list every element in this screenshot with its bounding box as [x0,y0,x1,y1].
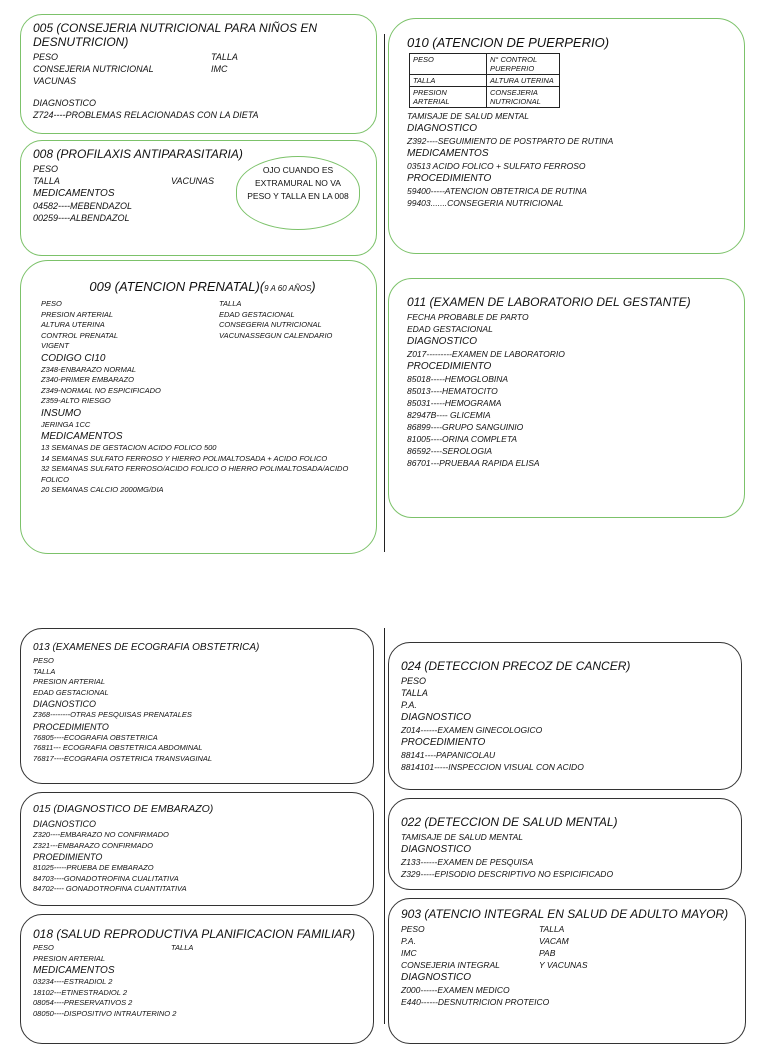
field-label: TALLA [33,666,56,676]
section-label-procedimiento: PROCEDIMIENTO [401,737,486,748]
table-cell: TALLA [410,75,487,87]
field-label: TALLA [219,299,242,308]
field-label: VACUNAS [33,76,77,86]
procedure-line: 99403.......CONSEGERIA NUTRICIONAL [407,198,564,208]
field-label: PESO [33,656,54,665]
procedure-line: 85018-----HEMOGLOBINA [407,374,509,384]
procedure-line: 76805----ECOGRAFIA OBSTETRICA [33,732,158,742]
field-label: VACAM [539,936,569,946]
card-title: 009 (ATENCION PRENATAL)(9 A 60 AÑOS) [89,279,316,294]
diagnosis-line: Z014------EXAMEN GINECOLOGICO [401,725,543,735]
procedure-line: 84702---- GONADOTROFINA CUANTITATIVA [33,884,187,893]
medication-line: 04582----MEBENDAZOL [33,201,133,211]
field-label: TALLA [401,688,428,698]
table-cell: PESO [410,54,487,75]
medication-line: 08054----PRESERVATIVOS 2 [33,998,133,1007]
section-label-medicamentos: MEDICAMENTOS [41,431,123,442]
card-005 [20,14,377,134]
code-line: Z348-ENBARAZO NORMAL [41,364,137,374]
procedure-line: 8814101-----INSPECCION VISUAL CON ACIDO [401,762,584,772]
medication-line: 03513 ACIDO FOLICO + SULFATO FERROSO [407,161,586,171]
field-label: EDAD GESTACIONAL [407,324,493,334]
diagnosis-line: E440------DESNUTRICION PROTEICO [401,997,550,1007]
bottom-divider-line [384,628,385,1024]
table-cell: CONSEJERIA NUTRICIONAL [487,87,560,108]
medication-line: FOLICO [41,474,69,484]
card-title: 018 (SALUD REPRODUCTIVA PLANIFICACION FAMILIAR) [33,927,356,941]
section-label-diagnostico: DIAGNOSTICO [33,98,97,108]
field-label: TALLA [211,52,238,62]
procedure-line: 76811--- ECOGRAFIA OBSTETRICA ABDOMINAL [33,743,203,752]
section-label-procedimiento: PROCEDIMIENTO [33,721,109,732]
card-009 [20,260,377,554]
field-label: EDAD GESTACIONAL [219,309,295,319]
field-label: CONTROL PRENATAL [41,330,119,340]
field-label: TALLA [539,924,565,934]
field-label: ALTURA UTERINA [41,320,105,329]
section-label-procedimiento: PROEDIMIENTO [33,852,103,862]
table-cell: ALTURA UTERINA [487,75,560,87]
diagnosis-line: Z392----SEGUIMIENTO DE POSTPARTO DE RUTINA [407,136,614,146]
card-015 [20,792,374,906]
procedure-line: 85031-----HEMOGRAMA [407,398,502,408]
card-title: 024 (DETECCION PRECOZ DE CANCER) [401,659,631,673]
field-label: IMC [211,64,228,74]
card-title: 013 (EXAMENES DE ECOGRAFIA OBSTETRICA) [33,642,260,653]
field-label: PESO [401,676,427,686]
supply-line: JERINGA 1CC [41,419,91,429]
card-title: 010 (ATENCION DE PUERPERIO) [407,35,610,50]
procedure-line: 86899----GRUPO SANGUINIO [407,422,524,432]
card-013 [20,628,374,784]
section-label-procedimiento: PROCEDIMIENTO [407,361,492,372]
section-label-diagnostico: DIAGNOSTICO [33,819,97,829]
section-label-medicamentos: MEDICAMENTOS [407,148,489,159]
field-label: CONSEGERIA NUTRICIONAL [219,320,322,329]
card-018 [20,914,374,1044]
diagnosis-line: Z000------EXAMEN MEDICO [401,985,510,995]
medication-line: 03234----ESTRADIOL 2 [33,977,113,986]
field-label: VIGENT [41,341,69,350]
field-label: IMC [401,948,417,958]
field-label: PRESION ARTERIAL [33,677,106,686]
card-010 [388,18,745,254]
medication-line: 08050----DISPOSITIVO INTRAUTERINO 2 [33,1008,177,1018]
medication-line: 18102---ETINESTRADIOL 2 [33,987,128,997]
card-title: 011 (EXAMEN DE LABORATORIO DEL GESTANTE) [407,295,691,309]
field-label: CONSEJERIA INTEGRAL [401,960,500,970]
card-title: 005 (CONSEJERIA NUTRICIONAL PARA NIÑOS EN DESNUTRICION) [33,21,318,49]
section-label-insumo: INSUMO [41,407,81,419]
field-label: P.A. [401,700,417,710]
diagnosis-line: Z368--------OTRAS PESQUISAS PRENATALES [33,710,192,719]
field-label: PESO [41,299,62,308]
field-label: Y VACUNAS [539,960,588,970]
medication-line: 32 SEMANAS SULFATO FERROSO/ACIDO FOLICO O HIERRO POLIMALTOSADA/ACIDO [41,464,349,473]
procedure-line: 59400-----ATENCION OBTETRICA DE RUTINA [407,186,587,196]
field-label: PESO [401,924,425,934]
card-title: 015 (DIAGNOSTICO DE EMBARAZO) [33,803,214,815]
section-label-diagnostico: DIAGNOSTICO [33,699,97,709]
medication-line: 00259----ALBENDAZOL [33,213,130,223]
procedure-line: 82947B---- GLICEMIA [407,410,491,420]
field-label: VACUNAS [171,176,215,186]
top-divider-line [384,34,385,552]
table-cell: PRESION ARTERIAL [410,87,487,108]
card-903 [388,898,746,1044]
procedure-line: 81025-----PRUEBA DE EMBARAZO [33,863,154,872]
table-cell: N° CONTROL PUERPERIO [487,54,560,75]
section-label-medicamentos: MEDICAMENTOS [33,188,115,199]
medication-line: 20 SEMANAS CALCIO 2000MG/DIA [41,485,164,494]
diagnosis-line: Z320----EMBARAZO NO CONFIRMADO [33,830,169,839]
puerperio-table [409,53,560,108]
procedure-line: 84703----GONADOTROFINA CUALITATIVA [33,873,179,883]
diagnosis-line: Z133------EXAMEN DE PESQUISA [401,857,534,867]
section-label-diagnostico: DIAGNOSTICO [407,336,478,347]
card-022 [388,798,742,890]
section-label-medicamentos: MEDICAMENTOS [33,965,115,976]
field-label: TAMISAJE DE SALUD MENTAL [407,111,530,121]
field-label: PRESION ARTERIAL [33,953,106,963]
field-label: PESO [33,943,54,952]
field-label: PRESION ARTERIAL [41,309,114,319]
code-line: Z340-PRIMER EMBARAZO [41,375,134,384]
field-label: TAMISAJE DE SALUD MENTAL [401,832,524,842]
procedure-line: 88141----PAPANICOLAU [401,750,496,760]
procedure-line: 85013----HEMATOCITO [407,386,498,396]
field-label: VACUNASSEGUN CALENDARIO [219,330,333,340]
procedure-line: 86592----SEROLOGIA [407,446,493,456]
note-cloud: OJO CUANDO ES EXTRAMURAL NO VA PESO Y TALLA EN LA 008 [236,156,360,230]
field-label: EDAD GESTACIONAL [33,687,109,697]
field-label: PAB [539,948,556,958]
field-label: PESO [33,164,59,174]
diagnosis-line: Z321---EMBARAZO CONFIRMADO [33,840,154,850]
procedure-line: 81005----ORINA COMPLETA [407,434,518,444]
section-label-diagnostico: DIAGNOSTICO [401,844,472,855]
procedure-line: 76817----ECOGRAFIA OSTETRICA TRANSVAGINAL [33,753,213,763]
section-label-diagnostico: DIAGNOSTICO [407,123,478,134]
diagnosis-line: Z017---------EXAMEN DE LABORATORIO [407,349,565,359]
field-label: P.A. [401,936,416,946]
medication-line: 13 SEMANAS DE GESTACION ACIDO FOLICO 500 [41,443,217,452]
card-title: 903 (ATENCIO INTEGRAL EN SALUD DE ADULTO MAYOR) [401,907,729,921]
section-label-codigo: CODIGO CI10 [41,352,106,364]
field-label: FECHA PROBABLE DE PARTO [407,312,529,322]
diagnosis-line: Z329-----EPISODIO DESCRIPTIVO NO ESPICIFICADO [401,869,614,879]
medication-line: 14 SEMANAS SULFATO FERROSO Y HIERRO POLIMALTOSADA + ACIDO FOLICO [41,453,328,463]
section-label-procedimiento: PROCEDIMIENTO [407,173,492,184]
card-title: 008 (PROFILAXIS ANTIPARASITARIA) [33,147,243,161]
section-label-diagnostico: DIAGNOSTICO [401,972,472,983]
field-label: TALLA [33,176,60,186]
card-011 [388,278,745,518]
field-label: TALLA [171,943,194,952]
code-line: Z359-ALTO RIESGO [41,396,111,405]
procedure-line: 86701---PRUEBAA RAPIDA ELISA [407,458,540,468]
diagnosis-line: Z724----PROBLEMAS RELACIONADAS CON LA DIETA [33,110,259,120]
code-line: Z349-NORMAL NO ESPICIFICADO [41,385,161,395]
section-label-diagnostico: DIAGNOSTICO [401,712,472,723]
card-title: 022 (DETECCION DE SALUD MENTAL) [401,815,618,829]
field-label: CONSEJERIA NUTRICIONAL [33,64,154,74]
field-label: PESO [33,52,59,62]
card-024 [388,642,742,790]
